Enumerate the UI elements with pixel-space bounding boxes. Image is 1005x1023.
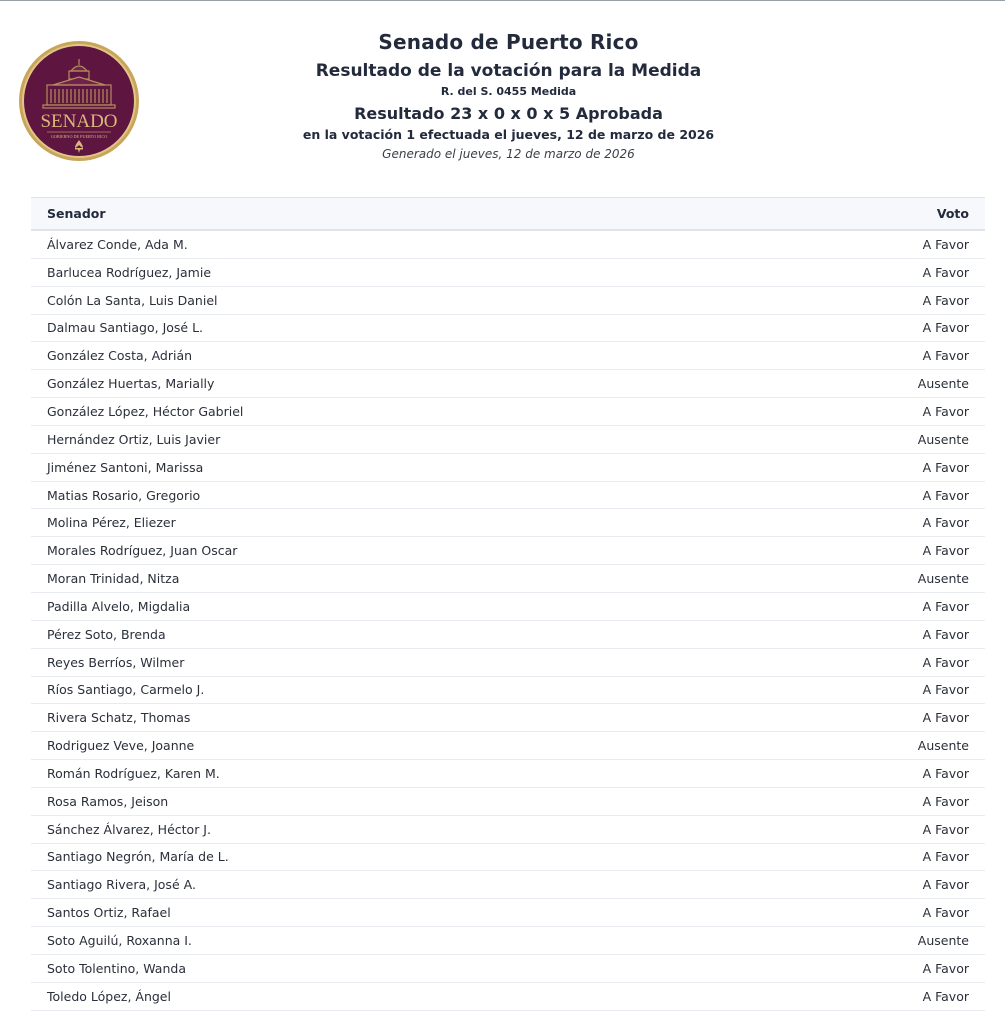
table-row — [31, 649, 985, 677]
table-row — [31, 593, 985, 621]
vote-value: A Favor — [922, 710, 969, 726]
senator-name: Rivera Schatz, Thomas — [47, 710, 191, 726]
vote-value: A Favor — [922, 988, 969, 1004]
senator-name: Reyes Berríos, Wilmer — [47, 654, 185, 670]
senator-name: Toledo López, Ángel — [47, 988, 171, 1004]
table-row — [31, 509, 985, 537]
table-row — [31, 287, 985, 315]
senator-name: Jiménez Santoni, Marissa — [47, 459, 204, 475]
table-row — [31, 537, 985, 565]
page-subtitle: Resultado de la votación para la Medida — [315, 61, 702, 81]
vote-value: Ausente — [917, 431, 969, 447]
table-row — [31, 565, 985, 593]
seal-motto: GOBIERNO DE PUERTO RICO — [50, 134, 108, 139]
document-header — [0, 30, 1005, 163]
page-title: Senado de Puerto Rico — [378, 30, 639, 54]
top-border — [0, 0, 1005, 1]
vote-value: A Favor — [922, 403, 969, 419]
table-row — [31, 983, 985, 1011]
senator-name: Moran Trinidad, Nitza — [47, 571, 180, 587]
senator-name: Santiago Rivera, José A. — [47, 877, 196, 893]
table-row — [31, 621, 985, 649]
table-row — [31, 732, 985, 760]
table-row — [31, 259, 985, 287]
table-row — [31, 231, 985, 259]
senator-name: Sánchez Álvarez, Héctor J. — [47, 821, 211, 837]
table-header — [31, 197, 985, 231]
column-header-senator: Senador — [47, 206, 106, 221]
table-row — [31, 816, 985, 844]
seal-word: SENADO — [40, 111, 118, 132]
vote-value: A Favor — [922, 849, 969, 865]
generated-date: Generado el jueves, 12 de marzo de 2026 — [382, 147, 635, 161]
vote-value: A Favor — [922, 821, 969, 837]
table-row — [31, 844, 985, 872]
vote-value: A Favor — [922, 348, 969, 364]
table-row — [31, 899, 985, 927]
table-row — [31, 760, 985, 788]
table-row — [31, 482, 985, 510]
senator-name: Rosa Ramos, Jeison — [47, 793, 169, 809]
vote-value: A Favor — [922, 292, 969, 308]
senator-name: González Costa, Adrián — [47, 348, 193, 364]
table-row — [31, 342, 985, 370]
senator-name: Álvarez Conde, Ada M. — [47, 236, 188, 252]
vote-value: A Favor — [922, 236, 969, 252]
senator-name: Soto Aguilú, Roxanna I. — [47, 933, 192, 949]
table-row — [31, 955, 985, 983]
vote-value: A Favor — [922, 543, 969, 559]
senator-name: Santiago Negrón, María de L. — [47, 849, 229, 865]
vote-value: Ausente — [917, 933, 969, 949]
senator-name: Soto Tolentino, Wanda — [47, 960, 186, 976]
table-row — [31, 426, 985, 454]
vote-value: A Favor — [922, 598, 969, 614]
vote-value: A Favor — [922, 905, 969, 921]
senator-name: González Huertas, Marially — [47, 376, 215, 392]
vote-result: Resultado 23 x 0 x 0 x 5 Aprobada — [354, 104, 663, 123]
senator-name: Molina Pérez, Eliezer — [47, 515, 176, 531]
senator-name: Ríos Santiago, Carmelo J. — [47, 682, 205, 698]
vote-value: A Favor — [922, 487, 969, 503]
column-header-vote: Voto — [936, 206, 969, 221]
table-row — [31, 677, 985, 705]
table-body — [31, 231, 985, 1011]
vote-value: A Favor — [922, 515, 969, 531]
table-row — [31, 398, 985, 426]
table-row — [31, 370, 985, 398]
vote-info: en la votación 1 efectuada el jueves, 12 de marzo de 2026 — [302, 127, 715, 142]
vote-value: A Favor — [922, 877, 969, 893]
vote-value: A Favor — [922, 682, 969, 698]
vote-value: A Favor — [922, 654, 969, 670]
senator-name: Padilla Alvelo, Migdalia — [47, 598, 191, 614]
vote-value: Ausente — [917, 571, 969, 587]
vote-value: A Favor — [922, 320, 969, 336]
vote-value: A Favor — [922, 626, 969, 642]
senator-name: Dalmau Santiago, José L. — [47, 320, 204, 336]
votes-table — [31, 197, 985, 1011]
vote-value: A Favor — [922, 793, 969, 809]
senator-name: Barlucea Rodríguez, Jamie — [47, 264, 212, 280]
vote-value: A Favor — [922, 264, 969, 280]
senator-name: Rodriguez Veve, Joanne — [47, 738, 195, 754]
senator-name: Morales Rodríguez, Juan Oscar — [47, 543, 238, 559]
table-row — [31, 704, 985, 732]
vote-value: A Favor — [922, 960, 969, 976]
table-row — [31, 927, 985, 955]
table-row — [31, 871, 985, 899]
measure-id: R. del S. 0455 Medida — [440, 85, 577, 98]
table-row — [31, 788, 985, 816]
senator-name: Colón La Santa, Luis Daniel — [47, 292, 218, 308]
vote-value: A Favor — [922, 459, 969, 475]
vote-value: Ausente — [917, 738, 969, 754]
senator-name: Matias Rosario, Gregorio — [47, 487, 201, 503]
table-row — [31, 315, 985, 343]
vote-value: Ausente — [917, 376, 969, 392]
senator-name: González López, Héctor Gabriel — [47, 403, 244, 419]
senator-name: Pérez Soto, Brenda — [47, 626, 166, 642]
senator-name: Román Rodríguez, Karen M. — [47, 765, 220, 781]
table-row — [31, 454, 985, 482]
senator-name: Hernández Ortiz, Luis Javier — [47, 431, 221, 447]
vote-value: A Favor — [922, 765, 969, 781]
senator-name: Santos Ortiz, Rafael — [47, 905, 171, 921]
